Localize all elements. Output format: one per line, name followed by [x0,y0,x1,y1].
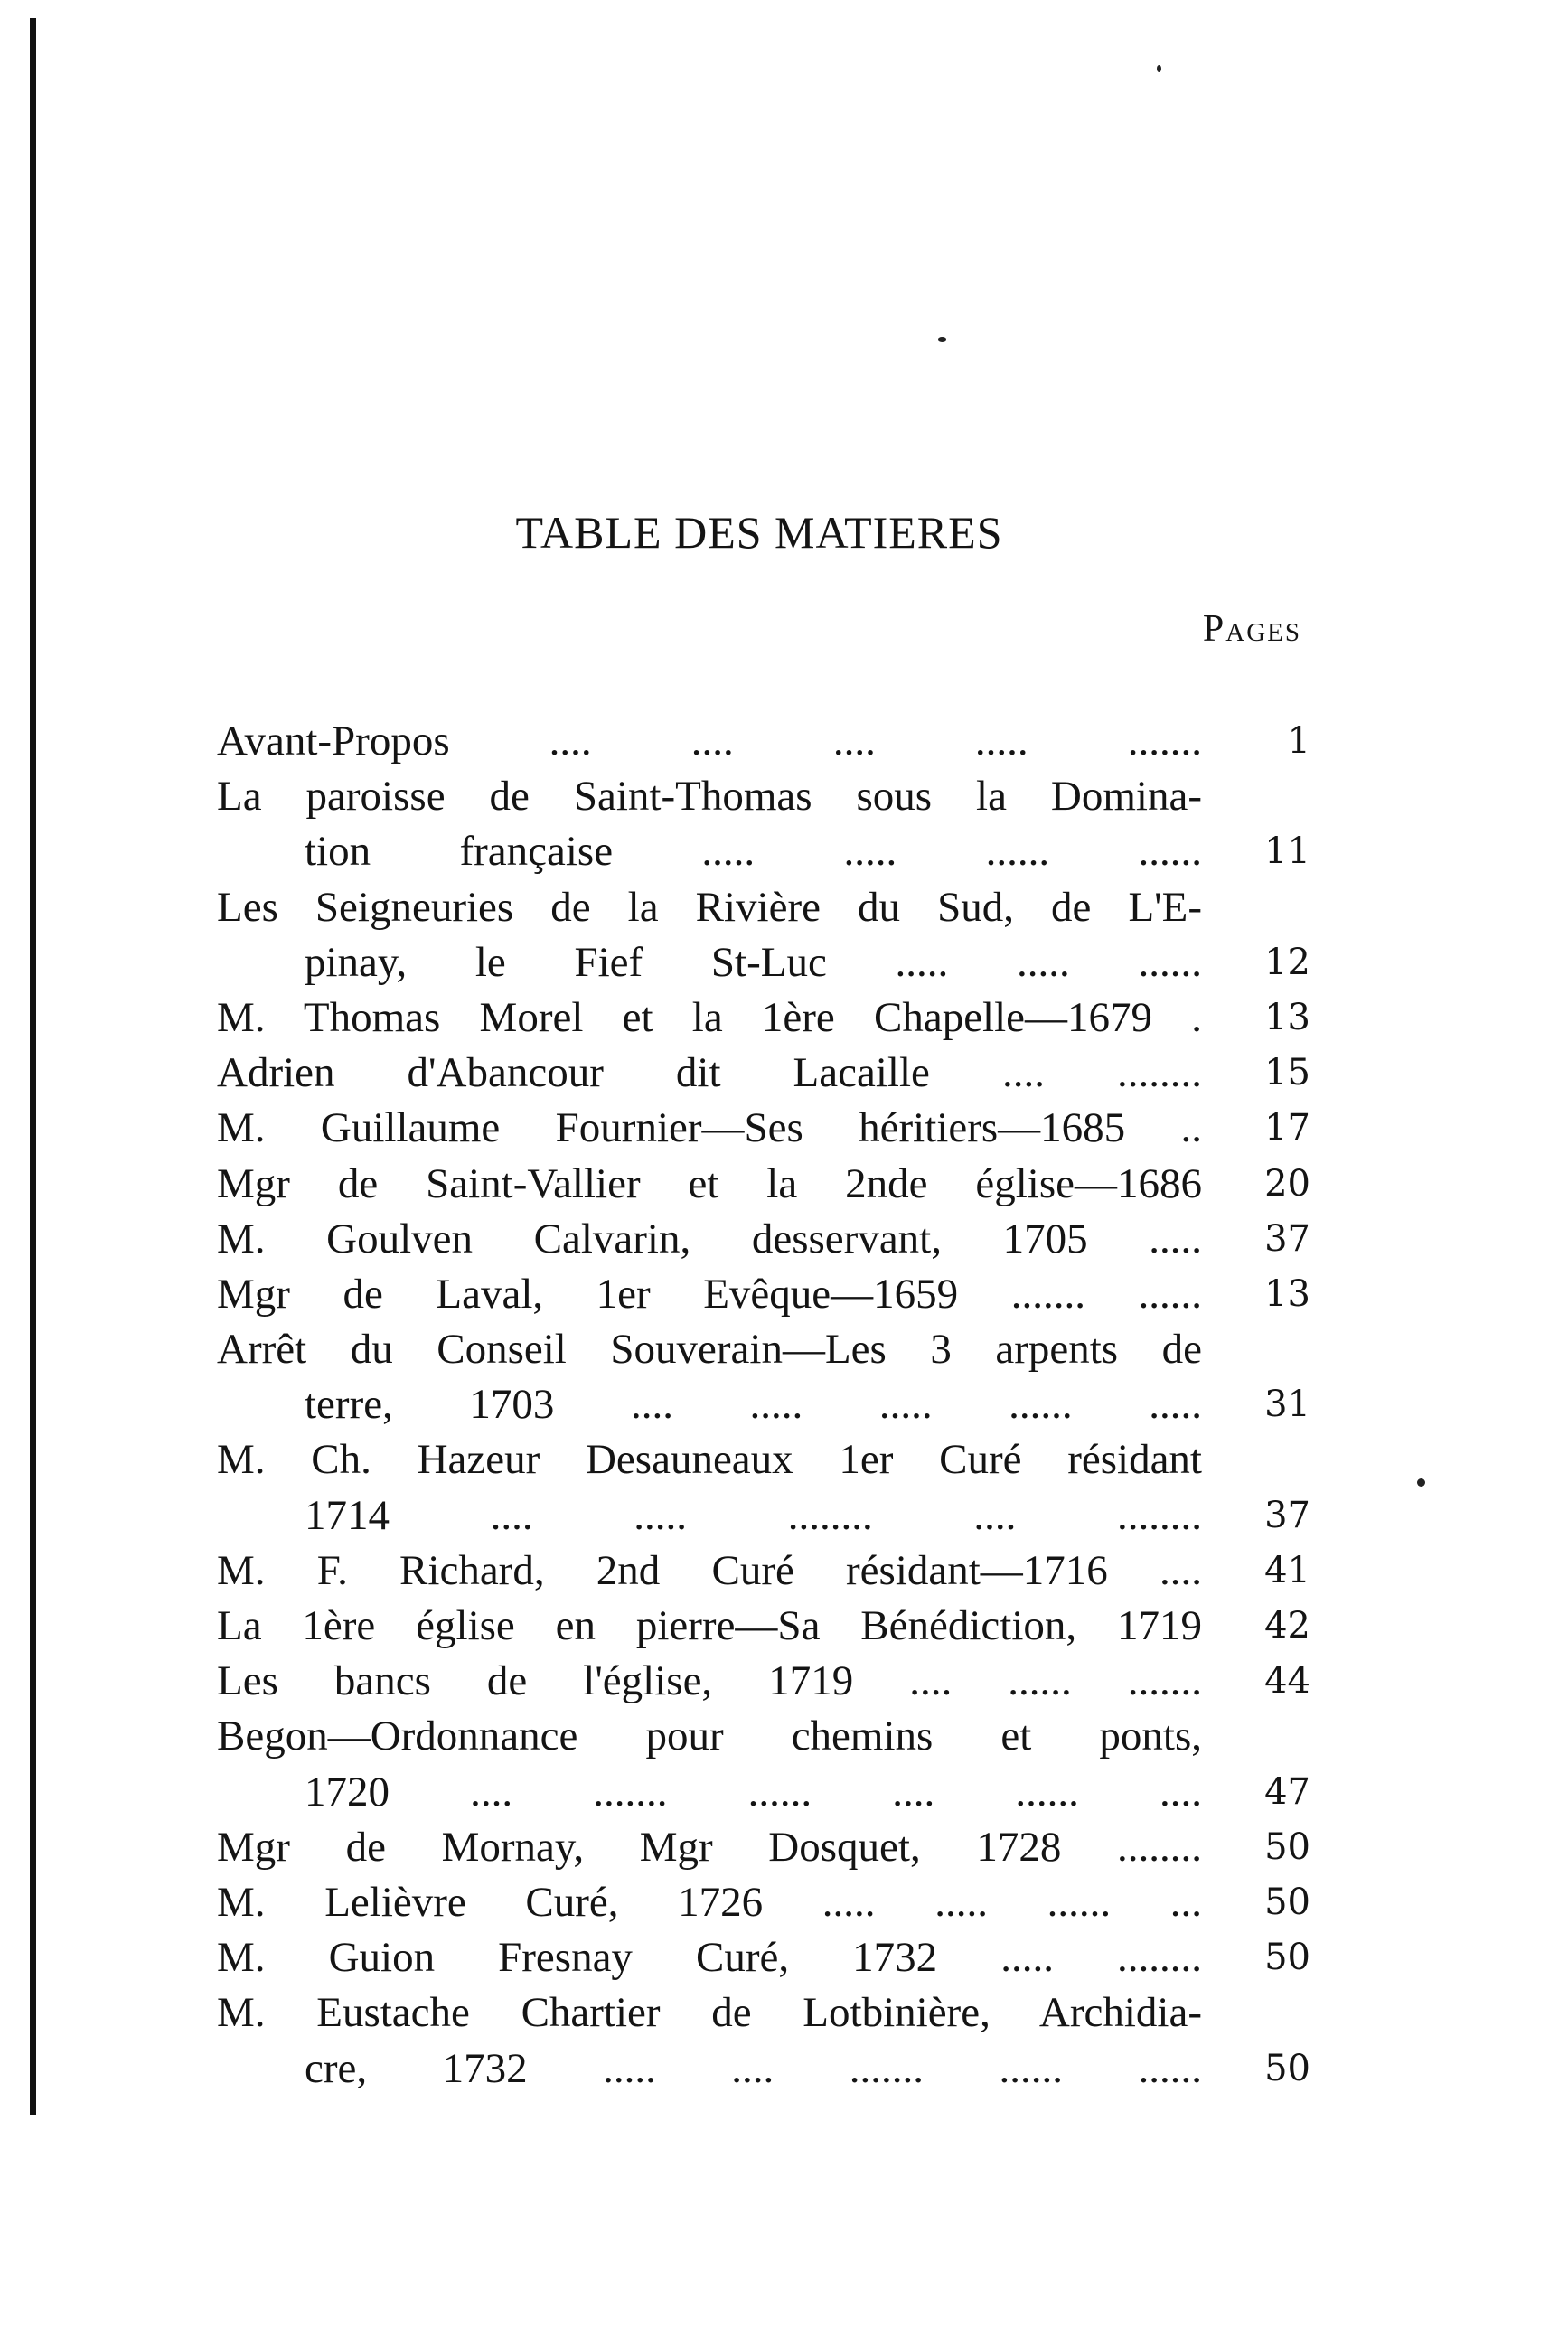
toc-entry-text: Mgr de Saint-Vallier et la 2nde église—1686 [217,1159,1202,1207]
toc-page-number: 31 [1264,1384,1310,1426]
toc-entry-text: M. Thomas Morel et la 1ère Chapelle—1679 . [217,993,1202,1041]
toc-entry [217,990,1310,1046]
toc-entry-text: M. Guion Fresnay Curé, 1732 ..... ........ [217,1934,1202,1982]
toc-entry-text: Arrêt du Conseil Souverain—Les 3 arpents de [217,1326,1202,1374]
toc-page-number: 1 [1287,720,1310,762]
toc-line [217,1101,1310,1156]
toc-page-number: 37 [1264,1217,1310,1260]
toc-page-number: 15 [1264,1052,1310,1094]
toc-entry-text: pinay, le Fief St-Luc ..... ..... ...... [305,938,1202,986]
toc-line [217,1432,1310,1487]
toc-entry-text: M. Goulven Calvarin, desservant, 1705 ..... [217,1215,1202,1262]
toc-entry [217,714,1310,769]
speck [1157,65,1161,72]
toc-line [217,1654,1310,1709]
toc-entry [217,1985,1310,2096]
toc-line [217,1875,1310,1930]
toc-line [217,1046,1310,1101]
toc-entry [217,1432,1310,1543]
toc-entry [217,1101,1310,1156]
toc-line [217,1157,1310,1212]
toc-line [217,1709,1310,1764]
toc-page-number: 42 [1264,1605,1310,1647]
toc-entry-text: Adrien d'Abancour dit Lacaille .... ........ [217,1049,1202,1097]
toc-page-number: 20 [1264,1162,1310,1205]
toc-entry-text: 1720 .... ....... ...... .... ...... .... [305,1768,1202,1816]
toc-page-number: 11 [1264,830,1310,873]
toc-entry [217,880,1310,990]
toc-page-number: 13 [1264,996,1310,1038]
toc-page-number: 37 [1264,1494,1310,1536]
toc-entry-text: Avant-Propos .... .... .... ..... ....... [217,718,1202,765]
speck [1417,1478,1425,1487]
toc-entry [217,1654,1310,1709]
toc-entry [217,1267,1310,1322]
toc-line [217,1985,1310,2041]
pages-column-header: Pages [1202,608,1301,650]
toc-line [217,1322,1310,1377]
toc-entry-text: Mgr de Mornay, Mgr Dosquet, 1728 ........ [217,1823,1202,1871]
toc-entry [217,769,1310,879]
toc-line [217,1599,1310,1654]
toc-line [217,1377,1310,1432]
toc-entry-text: La paroisse de Saint-Thomas sous la Domina- [217,773,1202,821]
toc-line [217,824,1310,879]
toc-entry-text: terre, 1703 .... ..... ..... ...... ..... [305,1381,1202,1429]
toc-line [217,1544,1310,1599]
toc-entry [217,1157,1310,1212]
toc-page-number: 17 [1264,1107,1310,1150]
toc-line [217,2041,1310,2097]
toc-entry [217,1322,1310,1432]
toc-page-number: 47 [1264,1770,1310,1813]
table-of-contents [217,714,1310,2097]
page-title: TABLE DES MATIERES [515,507,1003,558]
toc-entry-text: 1714 .... ..... ........ .... ........ [305,1491,1202,1539]
toc-entry-text: cre, 1732 ..... .... ....... ...... ...... [305,2044,1202,2092]
toc-entry-text: M. F. Richard, 2nd Curé résidant—1716 .... [217,1546,1202,1594]
toc-entry-text: M. Eustache Chartier de Lotbinière, Archidia- [217,1989,1202,2037]
toc-entry [217,1709,1310,1819]
toc-line [217,1212,1310,1267]
toc-entry-text: Les Seigneuries de la Rivière du Sud, de L'E- [217,883,1202,931]
speck [938,337,946,342]
toc-page-number: 13 [1264,1272,1310,1315]
toc-line [217,769,1310,824]
toc-entry-text: Mgr de Laval, 1er Evêque—1659 ....... ...... [217,1270,1202,1318]
toc-page-number: 12 [1264,941,1310,983]
toc-entry [217,1212,1310,1267]
toc-entry-text: M. Guillaume Fournier—Ses héritiers—1685 .. [217,1104,1202,1152]
toc-line [217,714,1310,769]
toc-page-number: 50 [1264,1825,1310,1868]
toc-line [217,1930,1310,1985]
toc-entry [217,1875,1310,1930]
toc-page-number: 41 [1264,1549,1310,1591]
toc-entry-text: M. Ch. Hazeur Desauneaux 1er Curé résidant [217,1436,1202,1484]
toc-entry-text: Les bancs de l'église, 1719 .... ...... ....... [217,1657,1202,1705]
toc-entry [217,1046,1310,1101]
toc-entry [217,1930,1310,1985]
toc-line [217,1267,1310,1322]
toc-entry-text: La 1ère église en pierre—Sa Bénédiction, 1719 [217,1602,1202,1649]
toc-line [217,990,1310,1046]
toc-entry [217,1544,1310,1599]
toc-line [217,1488,1310,1544]
margin-rule [30,18,36,2115]
toc-entry-text: M. Lelièvre Curé, 1726 ..... ..... ...... ... [217,1878,1202,1926]
toc-page-number: 50 [1264,1881,1310,1923]
toc-line [217,1765,1310,1820]
toc-entry [217,1820,1310,1875]
toc-page-number: 50 [1264,1937,1310,1979]
toc-line [217,935,1310,990]
toc-line [217,880,1310,935]
toc-page-number: 44 [1264,1660,1310,1703]
toc-entry-text: Begon—Ordonnance pour chemins et ponts, [217,1713,1202,1760]
toc-entry [217,1599,1310,1654]
toc-page-number: 50 [1264,2047,1310,2089]
toc-entry-text: tion française ..... ..... ...... ...... [305,828,1202,876]
toc-line [217,1820,1310,1875]
